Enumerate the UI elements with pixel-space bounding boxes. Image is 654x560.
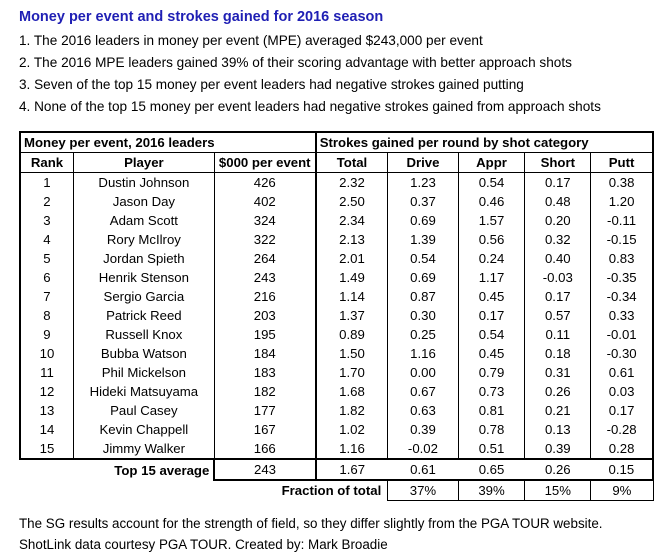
- cell-total: 1.16: [316, 439, 388, 459]
- cell-money-per-event: 166: [214, 439, 315, 459]
- table-row: [20, 325, 653, 344]
- cell-short: 0.13: [525, 420, 591, 439]
- average-total: 1.67: [316, 459, 388, 480]
- cell-drive: 0.37: [388, 192, 458, 211]
- footer-notes: [19, 513, 603, 555]
- cell-drive: 0.30: [388, 306, 458, 325]
- cell-money-per-event: 167: [214, 420, 315, 439]
- cell-player: Russell Knox: [73, 325, 214, 344]
- cell-money-per-event: 216: [214, 287, 315, 306]
- cell-short: 0.21: [525, 401, 591, 420]
- cell-putt: 0.83: [591, 249, 653, 268]
- table-row: [20, 439, 653, 459]
- header-drive: Drive: [388, 153, 458, 173]
- finding-1: 1. The 2016 leaders in money per event (MPE) averaged $243,000 per event: [19, 33, 483, 48]
- table-row: [20, 306, 653, 325]
- cell-putt: 0.61: [591, 363, 653, 382]
- average-putt: 0.15: [591, 459, 653, 480]
- cell-drive: 0.39: [388, 420, 458, 439]
- cell-putt: 0.28: [591, 439, 653, 459]
- cell-approach: 0.45: [458, 287, 525, 306]
- average-approach: 0.65: [458, 459, 525, 480]
- header-short: Short: [525, 153, 591, 173]
- average-drive: 0.61: [388, 459, 458, 480]
- cell-drive: 1.23: [388, 173, 458, 193]
- cell-rank: 1: [20, 173, 73, 193]
- cell-total: 1.02: [316, 420, 388, 439]
- cell-drive: 0.67: [388, 382, 458, 401]
- cell-short: 0.17: [525, 173, 591, 193]
- cell-approach: 0.45: [458, 344, 525, 363]
- cell-drive: 0.63: [388, 401, 458, 420]
- cell-putt: -0.28: [591, 420, 653, 439]
- cell-rank: 14: [20, 420, 73, 439]
- cell-drive: 0.69: [388, 211, 458, 230]
- cell-short: 0.11: [525, 325, 591, 344]
- cell-drive: 0.25: [388, 325, 458, 344]
- cell-player: Henrik Stenson: [73, 268, 214, 287]
- cell-approach: 0.56: [458, 230, 525, 249]
- cell-rank: 4: [20, 230, 73, 249]
- cell-rank: 12: [20, 382, 73, 401]
- table-row: [20, 287, 653, 306]
- footer-note-field-strength: The SG results account for the strength of field, so they differ slightly from the PGA TOUR website.: [19, 516, 603, 531]
- cell-approach: 0.46: [458, 192, 525, 211]
- cell-money-per-event: 426: [214, 173, 315, 193]
- cell-short: 0.20: [525, 211, 591, 230]
- cell-putt: 0.38: [591, 173, 653, 193]
- strokes-gained-table: [19, 131, 654, 501]
- header-money-per-event: $000 per event: [214, 153, 315, 173]
- cell-player: Jimmy Walker: [73, 439, 214, 459]
- cell-short: 0.57: [525, 306, 591, 325]
- table-row: [20, 401, 653, 420]
- cell-money-per-event: 195: [214, 325, 315, 344]
- footer-note-credits: ShotLink data courtesy PGA TOUR. Created by: Mark Broadie: [19, 537, 388, 552]
- average-label: Top 15 average: [20, 459, 214, 480]
- cell-total: 2.01: [316, 249, 388, 268]
- cell-putt: -0.35: [591, 268, 653, 287]
- table-row: [20, 268, 653, 287]
- cell-total: 2.50: [316, 192, 388, 211]
- cell-player: Patrick Reed: [73, 306, 214, 325]
- cell-short: 0.39: [525, 439, 591, 459]
- table-row: [20, 420, 653, 439]
- key-findings-list: [19, 30, 601, 118]
- cell-short: 0.40: [525, 249, 591, 268]
- cell-drive: 1.39: [388, 230, 458, 249]
- header-putt: Putt: [591, 153, 653, 173]
- cell-money-per-event: 203: [214, 306, 315, 325]
- cell-rank: 10: [20, 344, 73, 363]
- cell-total: 2.34: [316, 211, 388, 230]
- table-row: [20, 363, 653, 382]
- cell-short: 0.18: [525, 344, 591, 363]
- cell-money-per-event: 243: [214, 268, 315, 287]
- cell-short: -0.03: [525, 268, 591, 287]
- cell-total: 1.14: [316, 287, 388, 306]
- cell-total: 2.32: [316, 173, 388, 193]
- header-total: Total: [316, 153, 388, 173]
- cell-money-per-event: 183: [214, 363, 315, 382]
- cell-putt: 0.03: [591, 382, 653, 401]
- cell-player: Bubba Watson: [73, 344, 214, 363]
- cell-rank: 6: [20, 268, 73, 287]
- cell-approach: 0.51: [458, 439, 525, 459]
- cell-player: Hideki Matsuyama: [73, 382, 214, 401]
- cell-drive: 0.00: [388, 363, 458, 382]
- average-row: [20, 459, 653, 480]
- column-header-row: [20, 153, 653, 173]
- section-money-per-event: Money per event, 2016 leaders: [20, 132, 316, 153]
- cell-player: Rory McIlroy: [73, 230, 214, 249]
- header-player: Player: [73, 153, 214, 173]
- cell-player: Jason Day: [73, 192, 214, 211]
- cell-rank: 11: [20, 363, 73, 382]
- cell-total: 1.70: [316, 363, 388, 382]
- cell-total: 1.49: [316, 268, 388, 287]
- finding-3: 3. Seven of the top 15 money per event leaders had negative strokes gained putting: [19, 77, 524, 92]
- cell-putt: -0.30: [591, 344, 653, 363]
- table-row: [20, 173, 653, 193]
- cell-putt: -0.15: [591, 230, 653, 249]
- cell-player: Jordan Spieth: [73, 249, 214, 268]
- cell-total: 1.68: [316, 382, 388, 401]
- cell-player: Phil Mickelson: [73, 363, 214, 382]
- cell-putt: 0.17: [591, 401, 653, 420]
- cell-short: 0.26: [525, 382, 591, 401]
- page-title: Money per event and strokes gained for 2016 season: [19, 9, 384, 25]
- cell-money-per-event: 402: [214, 192, 315, 211]
- cell-putt: 1.20: [591, 192, 653, 211]
- cell-rank: 5: [20, 249, 73, 268]
- cell-putt: -0.34: [591, 287, 653, 306]
- cell-rank: 8: [20, 306, 73, 325]
- cell-short: 0.31: [525, 363, 591, 382]
- cell-total: 1.50: [316, 344, 388, 363]
- cell-putt: -0.01: [591, 325, 653, 344]
- header-approach: Appr: [458, 153, 525, 173]
- finding-4: 4. None of the top 15 money per event leaders had negative strokes gained from approach shots: [19, 99, 601, 114]
- fraction-putt: 9%: [591, 480, 653, 501]
- cell-money-per-event: 177: [214, 401, 315, 420]
- cell-approach: 1.17: [458, 268, 525, 287]
- cell-player: Dustin Johnson: [73, 173, 214, 193]
- fraction-approach: 39%: [458, 480, 525, 501]
- average-short: 0.26: [525, 459, 591, 480]
- cell-rank: 13: [20, 401, 73, 420]
- cell-money-per-event: 184: [214, 344, 315, 363]
- cell-putt: 0.33: [591, 306, 653, 325]
- finding-2: 2. The 2016 MPE leaders gained 39% of their scoring advantage with better approach shots: [19, 55, 572, 70]
- cell-total: 0.89: [316, 325, 388, 344]
- cell-drive: 0.87: [388, 287, 458, 306]
- cell-total: 2.13: [316, 230, 388, 249]
- cell-approach: 0.54: [458, 173, 525, 193]
- header-rank: Rank: [20, 153, 73, 173]
- cell-approach: 0.73: [458, 382, 525, 401]
- cell-rank: 3: [20, 211, 73, 230]
- table-row: [20, 249, 653, 268]
- cell-short: 0.48: [525, 192, 591, 211]
- cell-short: 0.32: [525, 230, 591, 249]
- cell-player: Adam Scott: [73, 211, 214, 230]
- cell-player: Kevin Chappell: [73, 420, 214, 439]
- section-header-row: [20, 132, 653, 153]
- table-row: [20, 192, 653, 211]
- cell-rank: 2: [20, 192, 73, 211]
- cell-approach: 0.81: [458, 401, 525, 420]
- cell-total: 1.37: [316, 306, 388, 325]
- cell-approach: 1.57: [458, 211, 525, 230]
- cell-putt: -0.11: [591, 211, 653, 230]
- table-row: [20, 382, 653, 401]
- fraction-short: 15%: [525, 480, 591, 501]
- cell-short: 0.17: [525, 287, 591, 306]
- cell-drive: 1.16: [388, 344, 458, 363]
- cell-approach: 0.24: [458, 249, 525, 268]
- cell-drive: -0.02: [388, 439, 458, 459]
- cell-rank: 9: [20, 325, 73, 344]
- table-row: [20, 344, 653, 363]
- player-rows: [20, 173, 653, 460]
- fraction-drive: 37%: [388, 480, 458, 501]
- cell-total: 1.82: [316, 401, 388, 420]
- fraction-label: Fraction of total: [281, 483, 382, 499]
- average-money: 243: [214, 459, 315, 480]
- cell-rank: 15: [20, 439, 73, 459]
- cell-player: Paul Casey: [73, 401, 214, 420]
- cell-money-per-event: 324: [214, 211, 315, 230]
- fraction-row: [20, 480, 653, 501]
- cell-drive: 0.69: [388, 268, 458, 287]
- cell-approach: 0.54: [458, 325, 525, 344]
- cell-money-per-event: 182: [214, 382, 315, 401]
- table-row: [20, 230, 653, 249]
- cell-rank: 7: [20, 287, 73, 306]
- table-row: [20, 211, 653, 230]
- cell-approach: 0.79: [458, 363, 525, 382]
- cell-drive: 0.54: [388, 249, 458, 268]
- cell-approach: 0.17: [458, 306, 525, 325]
- cell-player: Sergio Garcia: [73, 287, 214, 306]
- cell-money-per-event: 264: [214, 249, 315, 268]
- section-strokes-gained: Strokes gained per round by shot category: [316, 132, 653, 153]
- cell-money-per-event: 322: [214, 230, 315, 249]
- cell-approach: 0.78: [458, 420, 525, 439]
